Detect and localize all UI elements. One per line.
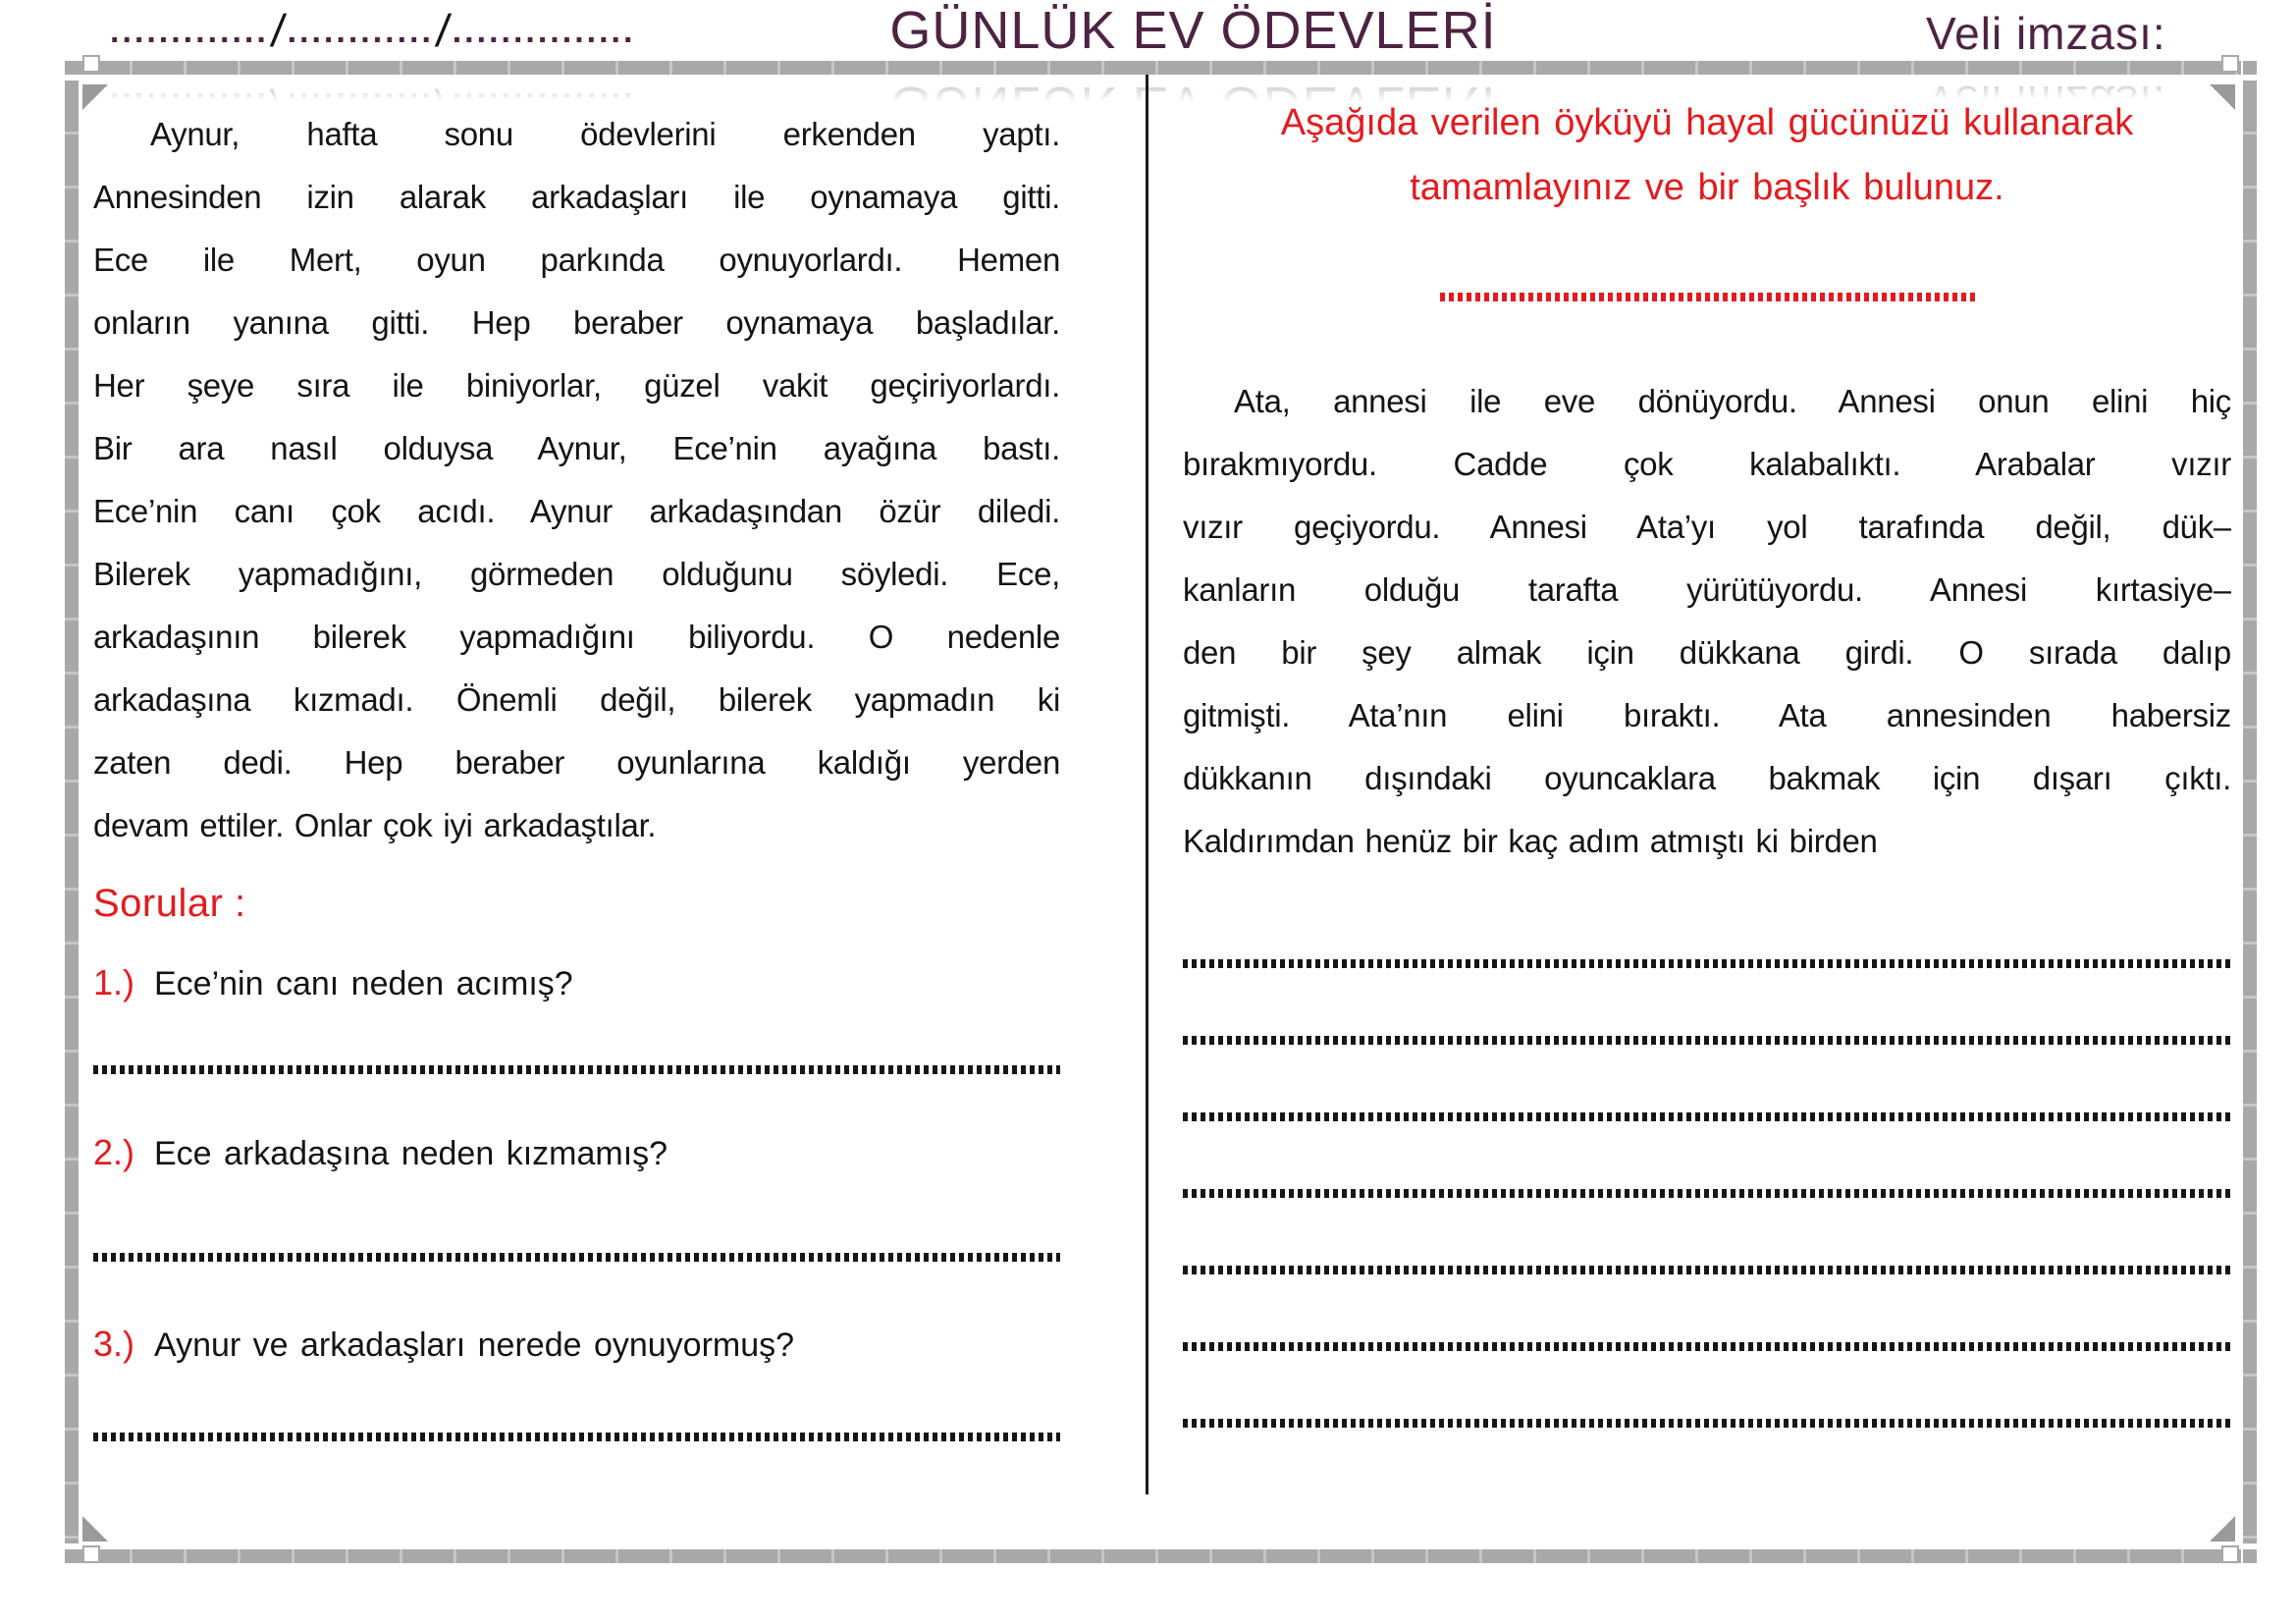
story-line: devam ettiler. Onlar çok iyi arkadaştılar. xyxy=(93,807,657,843)
story-line: tamamlayınız ve bir başlık bulunuz. xyxy=(1410,167,2004,208)
answer-line xyxy=(1183,1419,2231,1428)
frame-corner-square xyxy=(2243,61,2257,75)
story-line: gitmişti. Ata’nın elini bıraktı. Ata annesinden habersiz xyxy=(1183,697,2231,733)
story-line: den bir şey almak için dükkana girdi. O sırada dalıp xyxy=(1183,634,2231,671)
story-line: Aynur, hafta sonu ödevlerini erkenden yaptı. xyxy=(150,116,1060,152)
story-line: Aşağıda verilen öyküyü hayal gücünüzü kullanarak xyxy=(1280,102,2134,143)
frame-top-bar xyxy=(79,61,2241,75)
story-line: Ece’nin canı çok acıdı. Aynur arkadaşından özür diledi. xyxy=(93,493,1060,529)
story-line: Kaldırımdan henüz bir kaç adım atmıştı ki birden xyxy=(1183,823,1878,859)
right-column xyxy=(1183,90,2231,1495)
frame-corner-triangle xyxy=(82,1516,108,1542)
answer-line xyxy=(1183,1036,2231,1045)
frame-corner-square xyxy=(2243,1549,2257,1563)
frame-right-bar xyxy=(2243,81,2257,1543)
frame-corner-notch xyxy=(82,55,100,73)
question-3 xyxy=(93,1319,1060,1370)
story-ata xyxy=(1183,370,2231,873)
column-divider xyxy=(1146,75,1148,1494)
story-line: Her şeye sıra ile biniyorlar, güzel vakit geçiriyorlardı. xyxy=(93,367,1060,404)
story-line: Ata, annesi ile eve dönüyordu. Annesi onun elini hiç xyxy=(1234,383,2231,419)
story-line: Bir ara nasıl olduysa Aynur, Ece’nin ayağına bastı. xyxy=(93,430,1060,466)
story-line: arkadaşının bilerek yapmadığını biliyordu. O nedenle xyxy=(93,619,1060,655)
story-line: zaten dedi. Hep beraber oyunlarına kaldığı yerden xyxy=(93,744,1060,781)
left-column xyxy=(93,103,1060,1441)
story-aynur xyxy=(93,103,1060,857)
date-dots-month: ............ xyxy=(287,13,434,50)
frame-corner-notch xyxy=(2221,55,2239,73)
frame-corner-notch xyxy=(82,1545,100,1563)
date-dots-year: ............... xyxy=(452,13,636,50)
story-line: Annesinden izin alarak arkadaşları ile oynamaya gitti. xyxy=(93,179,1060,215)
date-slash: / xyxy=(268,5,289,56)
answer-line xyxy=(93,1065,1060,1074)
question-2-number: 2.) xyxy=(93,1132,135,1172)
question-3-number: 3.) xyxy=(93,1324,135,1364)
frame-corner-triangle xyxy=(2210,1516,2235,1542)
questions-label: Sorular : xyxy=(93,882,246,925)
story-line: bırakmıyordu. Cadde çok kalabalıktı. Arabalar vızır xyxy=(1183,446,2231,482)
question-2 xyxy=(93,1127,1060,1178)
story-line: onların yanına gitti. Hep beraber oynamaya başladılar. xyxy=(93,304,1060,341)
answer-line xyxy=(1183,1342,2231,1351)
story-line: Bilerek yapmadığını, görmeden olduğunu söyledi. Ece, xyxy=(93,556,1060,592)
answer-line xyxy=(1183,1266,2231,1274)
question-1-text: Ece’nin canı neden acımış? xyxy=(154,965,573,1002)
date-dots-day: ............. xyxy=(110,13,269,50)
frame-corner-square xyxy=(65,1549,79,1563)
question-3-text: Aynur ve arkadaşları nerede oynuyormuş? xyxy=(154,1326,795,1364)
answer-line xyxy=(1183,1112,2231,1121)
story-line: vızır geçiyordu. Annesi Ata’yı yol tarafında değil, dük– xyxy=(1183,509,2231,545)
story-line: arkadaşına kızmadı. Önemli değil, bilerek yapmadın ki xyxy=(93,681,1060,718)
story-line: Ece ile Mert, oyun parkında oynuyorlardı. Hemen xyxy=(93,242,1060,278)
frame-left-bar xyxy=(65,81,79,1543)
title-blank-line xyxy=(1440,293,1975,301)
story-line: dükkanın dışındaki oyuncaklara bakmak için dışarı çıktı. xyxy=(1183,760,2231,796)
question-1 xyxy=(93,957,1060,1008)
question-2-text: Ece arkadaşına neden kızmamış? xyxy=(154,1135,668,1172)
instruction-text xyxy=(1183,90,2231,220)
story-line: kanların olduğu tarafta yürütüyordu. Annesi kırtasiye– xyxy=(1183,571,2231,608)
answer-lines-block xyxy=(1183,959,2231,1428)
answer-line xyxy=(1183,1189,2231,1198)
frame-corner-square xyxy=(65,61,79,75)
date-slash: / xyxy=(433,5,454,56)
question-1-number: 1.) xyxy=(93,962,135,1002)
page-title: GÜNLÜK EV ÖDEVLERİ xyxy=(889,1,1497,60)
answer-line xyxy=(93,1253,1060,1262)
answer-line xyxy=(93,1433,1060,1441)
frame-corner-notch xyxy=(2221,1545,2239,1563)
frame-bottom-bar xyxy=(79,1549,2241,1563)
answer-line xyxy=(1183,959,2231,968)
parent-signature-label: Veli imzası: xyxy=(1926,8,2166,59)
